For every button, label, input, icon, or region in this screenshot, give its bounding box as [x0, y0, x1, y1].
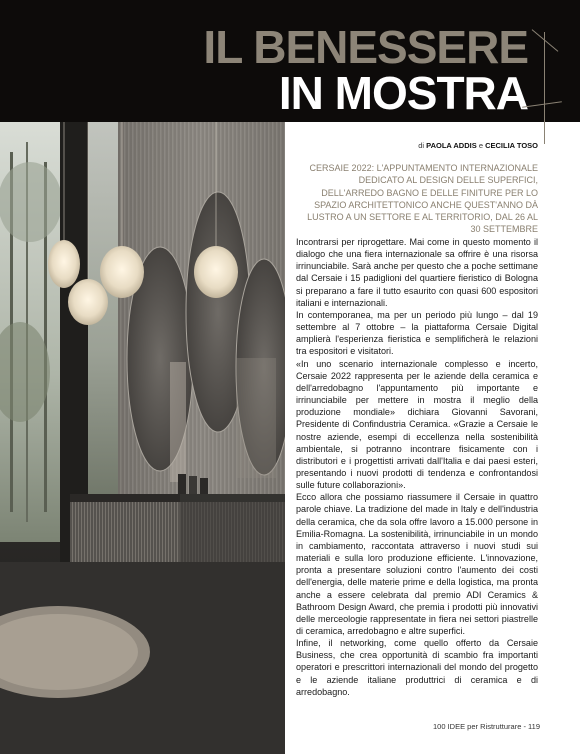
author-name: CECILIA TOSO: [485, 141, 538, 150]
byline-conjunction: e: [478, 141, 483, 150]
body-paragraph: «In uno scenario internazionale complesso e incerto, Cersaie 2022 rappresenta per le aziende della ceramica e dell'arredobagno l'appuntamento più importante e irrinunciabile per mettere in mostra il meglio della produzione mondiale» dichiara Giovanni Savorani, Presidente di Confindustria Ceramica. «Grazie a Cersaie le nostre aziende, esempi di eccellenza nella sostenibilità ambientale, si potranno incontrare fisicamente con i distributori e i progettisti arrivati dall'Italia e dai paesi esteri, presentando i nuovi prodotti di tendenza e confrontandosi sulle future collaborazioni».: [296, 358, 538, 491]
author-name: PAOLA ADDIS: [426, 141, 477, 150]
bathroom-photo: [0, 122, 285, 754]
headline-line-1: IL BENESSERE: [203, 21, 528, 73]
bathroom-illustration: [0, 122, 285, 754]
headline-line-2: IN MOSTRA: [278, 67, 528, 119]
body-paragraph: In contemporanea, ma per un periodo più lungo – dal 19 settembre al 7 ottobre – la piattaforma Cersaie Digital amplierà l'esperienza fieristica e semplificherà le relazioni tra espositori e visitatori.: [296, 309, 538, 357]
page-footer: 100 IDEE per Ristrutturare - 119: [433, 722, 540, 731]
body-paragraph: Infine, il networking, come quello offerto da Cersaie Business, che crea opportunità di scambio fra importanti operatori e prescrittori internazionali del mondo del progetto e le aziende italiane produttrici di ceramica e di arredobagno.: [296, 638, 538, 697]
article-body: [296, 236, 538, 698]
body-paragraph: Ecco allora che possiamo riassumere il Cersaie in quattro parole chiave. La tradizione del made in Italy e dell'industria della ceramica, che da sola offre lavoro a 15.000 persone in Emilia-Romagna. La sostenibilità, irrinunciabile in un mondo in cambiamento, raccontata attraverso i nuovi studi sui materiali e sulla loro produzione efficiente. L'innovazione, pronta a presentare soluzioni contro l'aumento dei costi dell'energia, delle materie prime e della logistica, ma pronta anche a essere celebrata dal premio ADI Ceramics & Bathroom Design Award, che premia i prodotti più innovativi delle merceologie rappresentate in fiera nei settori piastrelle di ceramica, arredobagno e altre superfici.: [296, 492, 538, 636]
decorative-line: [544, 32, 545, 144]
body-paragraph: Incontrarsi per riprogettare. Mai come in questo momento il dialogo che una fiera internazionale sa offrire è una risorsa irrinunciabile. Sarà anche per questo che a poche settimane dal Cersaie i 15 padiglioni del quartiere fieristico di Bologna si preparano a fare il tutto esaurito con quasi 600 espositori italiani e internazionali.: [296, 237, 538, 308]
lead-paragraph: CERSAIE 2022: L'APPUNTAMENTO INTERNAZIONALE DEDICATO AL DESIGN DELLE SUPERFICI, DELL'ARREDO BAGNO E DELLE FINITURE PER LO SPAZIO ARCHITETTONICO ANCHE QUEST'ANNO DÀ LUSTRO A UN SETTORE E AL TERRITORIO, DAL 26 AL 30 SETTEMBRE: [307, 163, 538, 235]
header-band: [0, 0, 580, 122]
byline-prefix: di: [418, 141, 425, 150]
byline: [300, 141, 538, 150]
